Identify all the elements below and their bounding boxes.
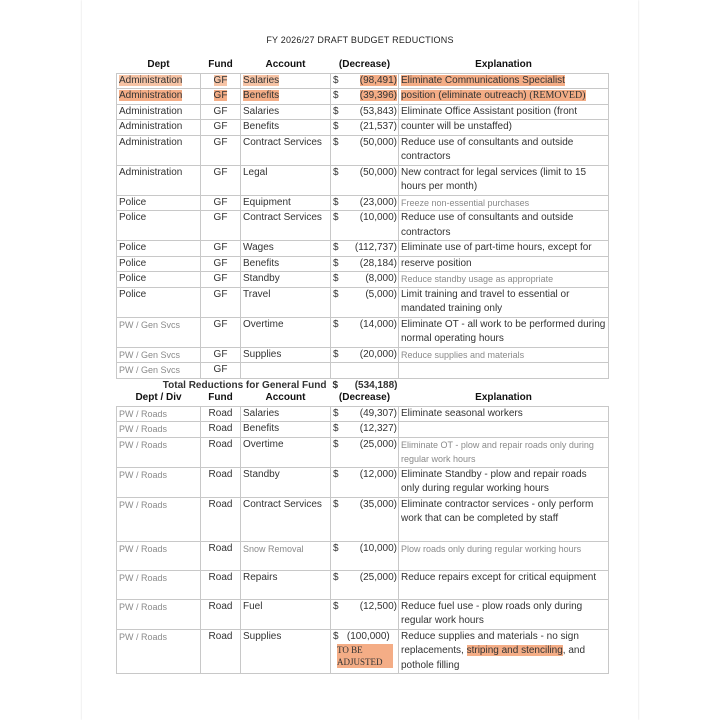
dept-cell: PW / Roads xyxy=(117,629,201,674)
explanation-cell: Eliminate Communications Specialist xyxy=(401,74,565,86)
table-row xyxy=(117,272,609,288)
fund-cell: Road xyxy=(201,497,241,541)
amount-cell: (21,537) xyxy=(345,120,399,136)
dollar-cell: $ xyxy=(331,195,345,211)
dollar-cell: $ xyxy=(331,497,345,541)
table-row xyxy=(117,497,609,541)
dollar-cell: $ xyxy=(331,241,345,257)
table-header-row xyxy=(117,58,609,73)
explanation-cell: Reduce standby usage as appropriate xyxy=(399,272,609,288)
account-cell: Overtime xyxy=(241,437,331,467)
dept-cell: PW / Roads xyxy=(117,599,201,629)
dollar-cell: $ xyxy=(331,437,345,467)
explanation-cell: Reduce supplies and materials xyxy=(399,347,609,363)
dept-cell: PW / Roads xyxy=(117,497,201,541)
general-fund-table xyxy=(116,58,609,393)
fund-cell: GF xyxy=(201,272,241,288)
fund-cell: GF xyxy=(201,363,241,379)
account-cell: Salaries xyxy=(243,74,280,86)
table-row xyxy=(117,317,609,347)
dept-cell: Police xyxy=(117,241,201,257)
amount-cell: (12,500) xyxy=(345,599,399,629)
fund-cell: Road xyxy=(201,422,241,438)
table-row xyxy=(117,570,609,599)
dept-cell: Administration xyxy=(119,90,183,101)
explanation-cell: Eliminate contractor services - only perform work that can be completed by staff xyxy=(399,497,609,541)
table-row xyxy=(117,599,609,629)
fund-cell: GF xyxy=(201,165,241,195)
dept-cell: PW / Roads xyxy=(117,541,201,570)
amount-cell: (12,327) xyxy=(345,422,399,438)
amount-cell: (49,307) xyxy=(345,406,399,422)
dept-cell: PW / Gen Svcs xyxy=(117,363,201,379)
dollar-cell xyxy=(331,363,345,379)
table-header-row xyxy=(117,391,609,406)
fund-cell: GF xyxy=(201,347,241,363)
amount-cell: (35,000) xyxy=(345,497,399,541)
dept-cell: PW / Roads xyxy=(117,437,201,467)
amount-cell: (50,000) xyxy=(345,165,399,195)
col-dept-div: Dept / Div xyxy=(135,392,182,403)
explanation-cell: Eliminate use of part-time hours, except for xyxy=(399,241,609,257)
dollar-cell: $ xyxy=(331,256,345,272)
explanation-part-b: , and pothole filling xyxy=(401,645,586,671)
account-cell: Supplies xyxy=(241,347,331,363)
table-row xyxy=(117,422,609,438)
col-account: Account xyxy=(265,392,306,403)
account-cell: Benefits xyxy=(241,422,331,438)
table-row xyxy=(117,406,609,422)
amount-cell: (28,184) xyxy=(345,256,399,272)
dollar-cell: $ xyxy=(331,211,345,241)
fund-cell: GF xyxy=(201,317,241,347)
dept-cell: Police xyxy=(117,211,201,241)
amount-cell: (98,491) xyxy=(359,74,397,86)
dollar-cell: $ xyxy=(331,570,345,599)
fund-cell: GF xyxy=(201,135,241,165)
table-row xyxy=(117,104,609,120)
fund-cell: Road xyxy=(201,629,241,674)
account-cell: Salaries xyxy=(241,104,331,120)
dollar-cell: $ xyxy=(331,287,345,317)
amount-cell: (39,396) xyxy=(359,90,397,101)
account-cell: Contract Services xyxy=(241,497,331,541)
col-decrease: (Decrease) xyxy=(338,59,391,70)
explanation-cell: Limit training and travel to essential or mandated training only xyxy=(399,287,609,317)
dept-cell: Administration xyxy=(119,74,183,86)
table-row xyxy=(117,287,609,317)
account-cell: Wages xyxy=(241,241,331,257)
amount-cell: (14,000) xyxy=(345,317,399,347)
explanation-cell: counter will be unstaffed) xyxy=(399,120,609,136)
explanation-cell: Reduce repairs except for critical equipment xyxy=(399,570,609,599)
amount-cell: (112,737) xyxy=(345,241,399,257)
col-explanation: Explanation xyxy=(475,59,532,70)
fund-cell: Road xyxy=(201,570,241,599)
amount-cell: (5,000) xyxy=(345,287,399,317)
total-label: Total Reductions for General Fund xyxy=(162,379,327,391)
dept-cell: PW / Gen Svcs xyxy=(117,347,201,363)
account-cell: Benefits xyxy=(243,90,280,101)
amount-cell: (10,000) xyxy=(345,541,399,570)
amount-cell: (20,000) xyxy=(345,347,399,363)
table-row xyxy=(117,89,609,105)
dollar-cell: $ xyxy=(331,120,345,136)
dept-cell: PW / Roads xyxy=(117,570,201,599)
explanation-cell xyxy=(399,363,609,379)
table-row xyxy=(117,211,609,241)
explanation-cell: Reduce use of consultants and outside contractors xyxy=(399,211,609,241)
dept-cell: PW / Roads xyxy=(117,406,201,422)
dept-cell: Police xyxy=(117,195,201,211)
table-row xyxy=(117,541,609,570)
account-cell: Snow Removal xyxy=(241,541,331,570)
account-cell: Contract Services xyxy=(241,211,331,241)
document-page xyxy=(82,0,638,720)
dollar-cell: $ xyxy=(331,272,345,288)
fund-cell: Road xyxy=(201,467,241,497)
dollar-cell: $ xyxy=(331,541,345,570)
explanation-cell: New contract for legal services (limit to 15 hours per month) xyxy=(399,165,609,195)
table-row xyxy=(117,165,609,195)
document-title: FY 2026/27 DRAFT BUDGET REDUCTIONS xyxy=(266,35,454,45)
amount-cell: (12,000) xyxy=(345,467,399,497)
amount-cell: (10,000) xyxy=(345,211,399,241)
fund-cell: GF xyxy=(201,287,241,317)
explanation-cell xyxy=(401,90,586,101)
explanation-text: position (eliminate outreach) xyxy=(401,90,527,101)
col-fund: Fund xyxy=(208,59,233,70)
explanation-cell: Eliminate Office Assistant position (front xyxy=(399,104,609,120)
explanation-cell: Reduce fuel use - plow roads only during regular work hours xyxy=(399,599,609,629)
explanation-cell: Plow roads only during regular working hours xyxy=(399,541,609,570)
account-cell: Standby xyxy=(241,467,331,497)
amount-cell: (53,843) xyxy=(345,104,399,120)
amount-cell: (23,000) xyxy=(345,195,399,211)
fund-cell: Road xyxy=(201,437,241,467)
table-row xyxy=(117,363,609,379)
dept-cell: Police xyxy=(117,256,201,272)
account-cell: Standby xyxy=(241,272,331,288)
dept-cell: Administration xyxy=(117,135,201,165)
account-cell: Contract Services xyxy=(241,135,331,165)
dollar-cell: $ xyxy=(333,630,339,642)
dept-cell: Police xyxy=(117,287,201,317)
col-account: Account xyxy=(265,59,306,70)
dept-cell: Administration xyxy=(117,165,201,195)
dept-cell: PW / Roads xyxy=(117,422,201,438)
table-row xyxy=(117,256,609,272)
dollar-cell: $ xyxy=(331,135,345,165)
dollar-cell: $ xyxy=(331,599,345,629)
explanation-cell: Freeze non-essential purchases xyxy=(399,195,609,211)
explanation-cell: Eliminate Standby - plow and repair roads only during regular working hours xyxy=(399,467,609,497)
fund-cell: Road xyxy=(201,406,241,422)
dollar-cell: $ xyxy=(331,422,345,438)
account-cell: Travel xyxy=(241,287,331,317)
amount-cell xyxy=(345,363,399,379)
fund-cell: Road xyxy=(201,599,241,629)
account-cell: Legal xyxy=(241,165,331,195)
dollar-cell: $ xyxy=(331,165,345,195)
amount-cell: (25,000) xyxy=(345,570,399,599)
account-cell: Benefits xyxy=(241,120,331,136)
dept-cell: Administration xyxy=(117,120,201,136)
dollar-cell: $ xyxy=(331,89,345,105)
table-row xyxy=(117,437,609,467)
table-row xyxy=(117,241,609,257)
dept-cell: PW / Roads xyxy=(117,467,201,497)
amount-cell: (25,000) xyxy=(345,437,399,467)
explanation-part-a: Reduce supplies and materials - no sign replacements, xyxy=(401,630,579,656)
table-row xyxy=(117,629,609,674)
table-row xyxy=(117,120,609,136)
fund-cell: GF xyxy=(201,120,241,136)
fund-cell: GF xyxy=(213,74,228,86)
explanation-cell xyxy=(399,422,609,438)
account-cell xyxy=(241,363,331,379)
dollar-cell: $ xyxy=(331,467,345,497)
col-decrease: (Decrease) xyxy=(338,392,391,403)
road-fund-table xyxy=(116,391,609,674)
table-row xyxy=(117,347,609,363)
col-explanation: Explanation xyxy=(475,392,532,403)
explanation-cell: Eliminate OT - plow and repair roads only during regular work hours xyxy=(399,437,609,467)
dollar-cell: $ xyxy=(331,347,345,363)
dollar-cell: $ xyxy=(331,73,345,89)
explanation-highlight: striping and stenciling xyxy=(466,645,563,656)
account-cell: Benefits xyxy=(241,256,331,272)
amount-cell: (50,000) xyxy=(345,135,399,165)
fund-cell: GF xyxy=(213,90,228,101)
dept-cell: PW / Gen Svcs xyxy=(117,317,201,347)
table-row xyxy=(117,135,609,165)
table-row xyxy=(117,195,609,211)
dollar-cell: $ xyxy=(331,317,345,347)
account-cell: Fuel xyxy=(241,599,331,629)
explanation-cell: reserve position xyxy=(399,256,609,272)
dollar-cell: $ xyxy=(331,104,345,120)
table-row xyxy=(117,73,609,89)
col-fund: Fund xyxy=(208,392,233,403)
col-dept: Dept xyxy=(147,59,170,70)
explanation-cell: Eliminate OT - all work to be performed during normal operating hours xyxy=(399,317,609,347)
dollar-cell: $ xyxy=(331,406,345,422)
total-dollar: $ xyxy=(332,379,339,391)
explanation-cell xyxy=(399,629,609,674)
amount-block xyxy=(331,629,399,674)
explanation-cell: Eliminate seasonal workers xyxy=(399,406,609,422)
fund-cell: GF xyxy=(201,211,241,241)
explanation-cell: Reduce use of consultants and outside contractors xyxy=(399,135,609,165)
account-cell: Equipment xyxy=(241,195,331,211)
dept-cell: Police xyxy=(117,272,201,288)
fund-cell: GF xyxy=(201,195,241,211)
account-cell: Supplies xyxy=(241,629,331,674)
fund-cell: GF xyxy=(201,256,241,272)
account-cell: Repairs xyxy=(241,570,331,599)
account-cell: Salaries xyxy=(241,406,331,422)
removed-note: (REMOVED) xyxy=(529,90,586,101)
table-row xyxy=(117,467,609,497)
fund-cell: GF xyxy=(201,104,241,120)
dept-cell: Administration xyxy=(117,104,201,120)
total-amount: (534,188) xyxy=(354,379,398,391)
amount-cell: (8,000) xyxy=(345,272,399,288)
fund-cell: Road xyxy=(201,541,241,570)
account-cell: Overtime xyxy=(241,317,331,347)
amount-cell: (100,000) xyxy=(346,630,390,642)
fund-cell: GF xyxy=(201,241,241,257)
to-be-adjusted-note: TO BE ADJUSTED xyxy=(337,644,393,668)
